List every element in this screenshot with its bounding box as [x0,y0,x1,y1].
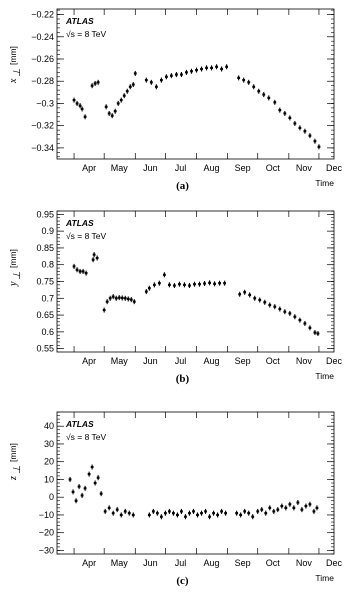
data-point [92,259,95,261]
data-point [145,290,148,292]
data-series [73,64,321,149]
data-point [208,282,211,284]
x-month-label: Apr [82,558,97,568]
y-tick-label: −0.22 [31,9,54,20]
data-point [237,77,240,79]
data-point [280,505,283,507]
x-month-label: Sep [234,558,251,568]
data-point [134,72,137,74]
panel-label: (b) [175,373,190,385]
data-point [69,478,72,480]
y-tick-label: −0.26 [31,54,54,64]
data-point [82,270,85,272]
data-point [247,512,250,514]
y-axis-subscript: ⊥ [12,465,23,474]
y-tick-label: 0.6 [41,326,54,337]
data-point [257,90,260,92]
data-point [76,269,79,271]
data-point [104,510,107,512]
data-point [304,505,307,507]
x-month-label: Nov [295,163,312,173]
data-point [276,509,279,511]
data-point [120,99,123,101]
data-point [91,85,94,87]
data-point [309,503,312,505]
data-point [96,257,99,259]
data-point [253,297,256,299]
y-tick-label: −10 [38,509,54,520]
panel-x-perp [8,9,342,192]
data-point [152,510,155,512]
data-point [132,83,135,85]
data-point [180,510,183,512]
data-point [293,316,296,318]
x-month-label: Aug [203,558,220,568]
data-point [172,512,175,514]
data-point [188,284,191,286]
y-axis-subscript: ⊥ [12,68,23,77]
data-point [223,282,226,284]
y-tick-label: −0.32 [31,120,54,131]
data-point [103,309,106,311]
data-point [220,510,223,512]
data-point [224,512,227,514]
data-point [314,140,317,142]
data-point [268,304,271,306]
y-tick-label: −0.3 [36,98,54,109]
data-point [247,81,250,83]
y-axis-title [8,249,23,287]
data-point [85,272,88,274]
y-tick-label: −0.28 [31,76,54,87]
data-point [309,327,312,329]
data-point [200,512,203,514]
data-point [84,116,87,118]
data-point [81,108,84,110]
data-point [114,110,117,112]
y-axis-unit: [mm] [8,46,18,65]
x-axis-title: Time [315,371,334,381]
data-point [106,301,109,303]
data-point [190,70,193,72]
data-point [79,270,82,272]
data-point [218,282,221,284]
data-point [75,500,78,502]
data-point [188,512,191,514]
data-point [313,510,316,512]
data-point [267,97,270,99]
x-month-label: Oct [265,558,280,568]
data-point [258,299,261,301]
x-month-label: May [110,356,128,366]
y-tick-label: −0.34 [31,142,54,153]
data-point [158,282,161,284]
data-point [273,306,276,308]
data-point [252,86,255,88]
data-point [173,284,176,286]
data-point [123,95,126,97]
data-point [235,512,238,514]
data-point [278,308,281,310]
data-point [196,514,199,516]
data-point [153,284,156,286]
experiment-label: ATLAS [66,419,94,429]
data-point [108,112,111,114]
x-axis-title: Time [315,573,334,583]
data-point [164,512,167,514]
data-point [160,79,163,81]
data-point [72,491,75,493]
data-point [272,510,275,512]
y-tick-label: 0.7 [41,293,54,304]
x-month-label: Jun [143,558,158,568]
data-point [168,510,171,512]
y-tick-label: 0.95 [36,209,54,220]
data-point [155,86,158,88]
data-point [148,287,151,289]
y-axis-title [8,443,23,481]
data-point [256,510,259,512]
y-axis-unit: [mm] [8,443,18,462]
data-point [208,516,211,518]
x-month-label: Sep [234,163,251,173]
data-point [133,301,136,303]
data-point [178,283,181,285]
x-month-label: Dec [325,558,343,568]
data-point [115,297,118,299]
data-point [73,99,76,101]
experiment-label: ATLAS [66,218,94,228]
data-point [78,485,81,487]
data-point [288,117,291,119]
data-point [283,311,286,313]
data-point [97,81,100,83]
data-point [318,146,321,148]
data-point [183,284,186,286]
data-point [175,73,178,75]
data-point [317,332,320,334]
x-month-label: Aug [203,163,220,173]
data-point [216,514,219,516]
data-point [176,514,179,516]
y-tick-label: 10 [43,474,54,485]
energy-label: √s = 8 TeV [66,231,107,241]
data-point [109,297,112,299]
data-point [288,312,291,314]
data-point [163,274,166,276]
data-point [180,73,183,75]
data-point [242,79,245,81]
data-point [185,71,188,73]
data-point [81,494,84,496]
data-point [251,516,254,518]
experiment-label: ATLAS [66,16,94,26]
data-point [263,301,266,303]
data-point [120,514,123,516]
data-point [288,503,291,505]
x-month-label: Jun [143,356,158,366]
x-month-label: Jun [143,163,158,173]
data-point [100,493,103,495]
data-point [118,297,121,299]
y-tick-label: 0.75 [36,276,54,287]
data-point [220,68,223,70]
y-tick-label: 0.85 [36,242,54,253]
data-point [129,86,132,88]
data-point [292,507,295,509]
x-axis-title: Time [315,178,334,188]
y-tick-label: 20 [43,456,54,467]
data-point [303,322,306,324]
data-point [121,297,124,299]
data-point [84,487,87,489]
data-point [79,105,82,107]
x-month-label: Apr [82,356,97,366]
energy-label: √s = 8 TeV [66,29,107,39]
x-month-label: Oct [265,163,280,173]
y-tick-label: 0.8 [41,259,54,270]
data-point [124,510,127,512]
data-point [130,299,133,301]
data-point [124,297,127,299]
data-series [69,465,319,520]
data-point [203,282,206,284]
data-point [184,516,187,518]
data-point [239,514,242,516]
data-point [168,284,171,286]
x-month-label: Dec [325,163,343,173]
data-point [225,66,228,68]
data-point [278,109,281,111]
x-month-label: Nov [295,356,312,366]
data-point [127,298,130,300]
y-axis-title [8,46,23,84]
data-point [248,294,251,296]
data-point [76,102,79,104]
data-point [170,75,173,77]
data-point [298,127,301,129]
x-month-label: Jul [174,163,187,173]
data-point [262,93,265,95]
data-point [165,76,168,78]
data-point [148,514,151,516]
data-point [91,466,94,468]
data-point [112,512,115,514]
data-point [296,501,299,503]
data-point [192,510,195,512]
x-month-label: Aug [203,356,220,366]
data-point [117,102,120,104]
data-point [198,283,201,285]
data-point [243,291,246,293]
data-point [195,69,198,71]
data-point [238,293,241,295]
data-point [112,296,115,298]
panel-label: (c) [176,575,189,587]
data-point [97,477,100,479]
y-axis-symbol: z [8,476,19,480]
y-tick-label: 30 [43,438,54,449]
data-point [210,67,213,69]
data-point [105,106,108,108]
data-point [93,254,96,256]
x-month-label: May [110,163,128,173]
data-point [212,512,215,514]
data-point [88,473,91,475]
data-point [215,66,218,68]
data-point [273,101,276,103]
y-axis-symbol: x [8,78,19,83]
data-point [303,130,306,132]
data-point [243,510,246,512]
x-month-label: May [110,558,128,568]
data-point [150,81,153,83]
data-point [73,265,76,267]
data-point [193,283,196,285]
y-axis-subscript: ⊥ [12,271,23,280]
data-point [213,283,216,285]
data-point [108,507,111,509]
data-point [94,82,97,84]
data-point [132,514,135,516]
data-point [128,512,131,514]
data-point [309,135,312,137]
y-axis-symbol: y [8,281,19,286]
data-point [156,512,159,514]
y-tick-label: 0.9 [41,226,54,237]
data-point [300,509,303,511]
data-point [293,122,296,124]
y-tick-label: 0.65 [36,310,54,321]
y-tick-label: 0.55 [36,343,54,354]
panel-z-perp [8,412,342,587]
x-month-label: Apr [82,163,97,173]
data-point [111,115,114,117]
data-point [145,79,148,81]
data-point [205,67,208,69]
data-point [116,509,119,511]
data-point [298,319,301,321]
panel-label: (a) [176,180,189,192]
data-point [160,516,163,518]
x-month-label: Jul [174,558,187,568]
data-point [204,510,207,512]
data-point [268,507,271,509]
x-month-label: Jul [174,356,187,366]
data-point [283,112,286,114]
y-axis-unit: [mm] [8,249,18,268]
data-point [94,482,97,484]
data-point [314,331,317,333]
data-point [126,90,129,92]
x-month-label: Oct [265,356,280,366]
panel-y-perp [8,209,342,385]
data-point [316,507,319,509]
x-month-label: Nov [295,558,312,568]
y-tick-label: −30 [38,545,54,556]
data-series [73,252,320,336]
data-point [284,507,287,509]
y-tick-label: −20 [38,527,54,538]
x-month-label: Sep [234,356,251,366]
y-tick-label: −0.24 [31,31,54,42]
y-tick-label: 40 [43,421,54,432]
x-month-label: Dec [325,356,343,366]
y-tick-label: 0 [48,492,54,503]
data-point [200,68,203,70]
data-point [260,509,263,511]
data-point [264,512,267,514]
energy-label: √s = 8 TeV [66,432,107,442]
